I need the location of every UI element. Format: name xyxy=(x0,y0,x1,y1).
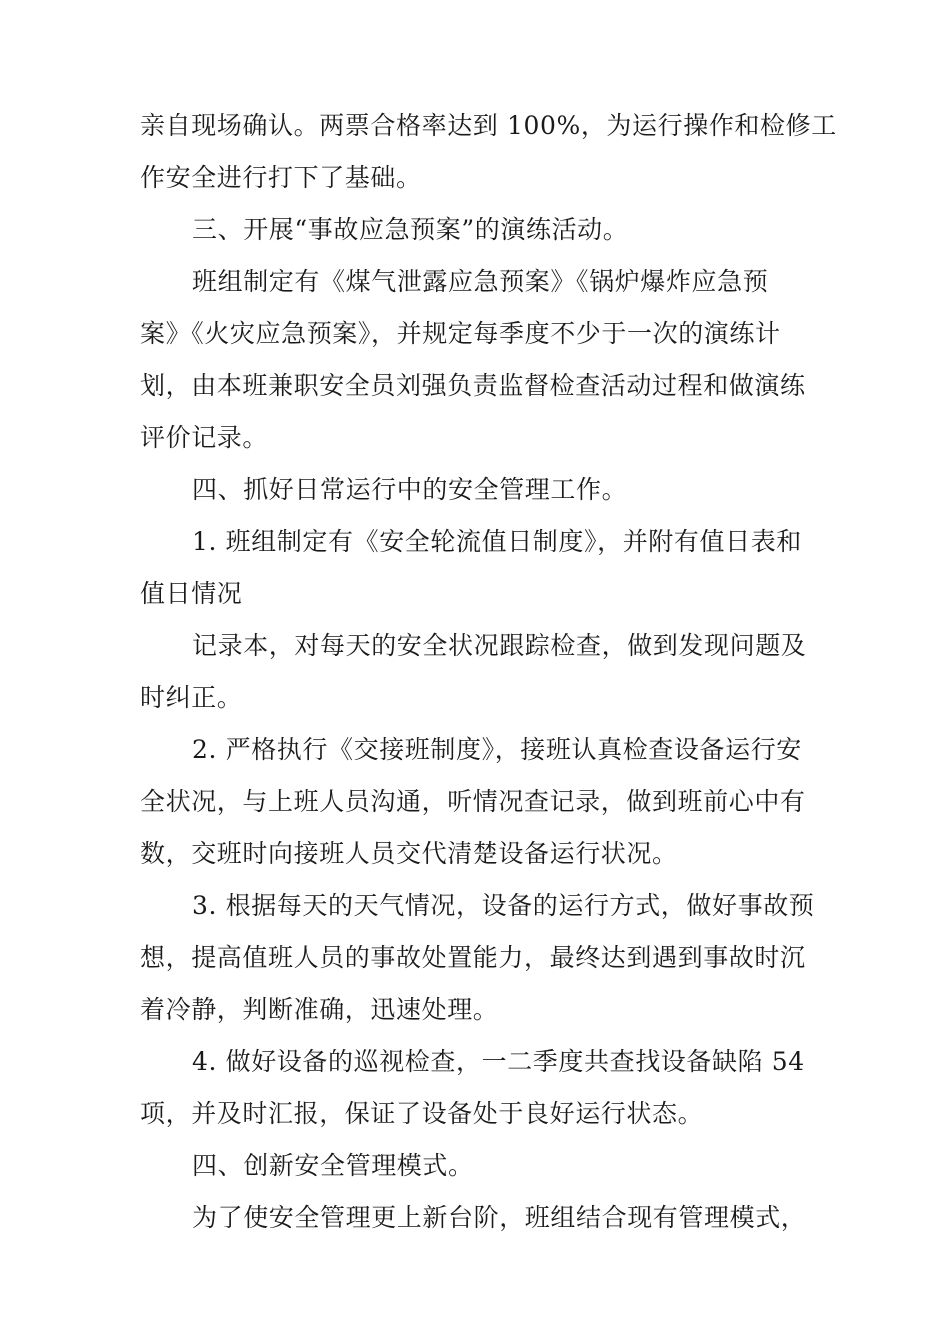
text-line: 作安全进行打下了基础。 xyxy=(140,163,422,192)
text-line: 时纠正。 xyxy=(140,683,243,712)
text-line: 记录本，对每天的安全状况跟踪检查，做到发现问题及 xyxy=(192,631,807,660)
text-line: 想，提高值班人员的事故处置能力，最终达到遇到事故时沉 xyxy=(140,943,806,972)
text-line: 项，并及时汇报，保证了设备处于良好运行状态。 xyxy=(140,1099,704,1128)
text-line: 评价记录。 xyxy=(140,423,269,452)
text-line: 班组制定有《煤气泄露应急预案》《锅炉爆炸应急预 xyxy=(192,267,769,296)
text-line: 划，由本班兼职安全员刘强负责监督检查活动过程和做演练 xyxy=(140,371,806,400)
list-item: 3. 根据每天的天气情况，设备的运行方式，做好事故预 xyxy=(192,891,815,920)
section-heading: 四、抓好日常运行中的安全管理工作。 xyxy=(192,475,628,504)
text-line: 为了使安全管理更上新台阶，班组结合现有管理模式， xyxy=(192,1203,807,1232)
text-line: 案》《火灾应急预案》，并规定每季度不少于一次的演练计 xyxy=(140,319,781,348)
list-item: 2. 严格执行《交接班制度》，接班认真检查设备运行安 xyxy=(192,735,802,764)
text-line: 全状况，与上班人员沟通，听情况查记录，做到班前心中有 xyxy=(140,787,806,816)
list-item: 4. 做好设备的巡视检查，一二季度共查找设备缺陷 54 xyxy=(192,1047,805,1076)
text-line: 着冷静，判断准确，迅速处理。 xyxy=(140,995,499,1024)
document-page xyxy=(140,100,837,1244)
text-line: 值日情况 xyxy=(140,579,243,608)
text-line: 数，交班时向接班人员交代清楚设备运行状况。 xyxy=(140,839,678,868)
section-heading: 四、创新安全管理模式。 xyxy=(192,1151,474,1180)
list-item: 1. 班组制定有《安全轮流值日制度》，并附有值日表和 xyxy=(192,527,802,556)
text-line: 亲自现场确认。两票合格率达到 100%，为运行操作和检修工 xyxy=(140,111,837,140)
section-heading: 三、开展“事故应急预案”的演练活动。 xyxy=(192,215,629,244)
